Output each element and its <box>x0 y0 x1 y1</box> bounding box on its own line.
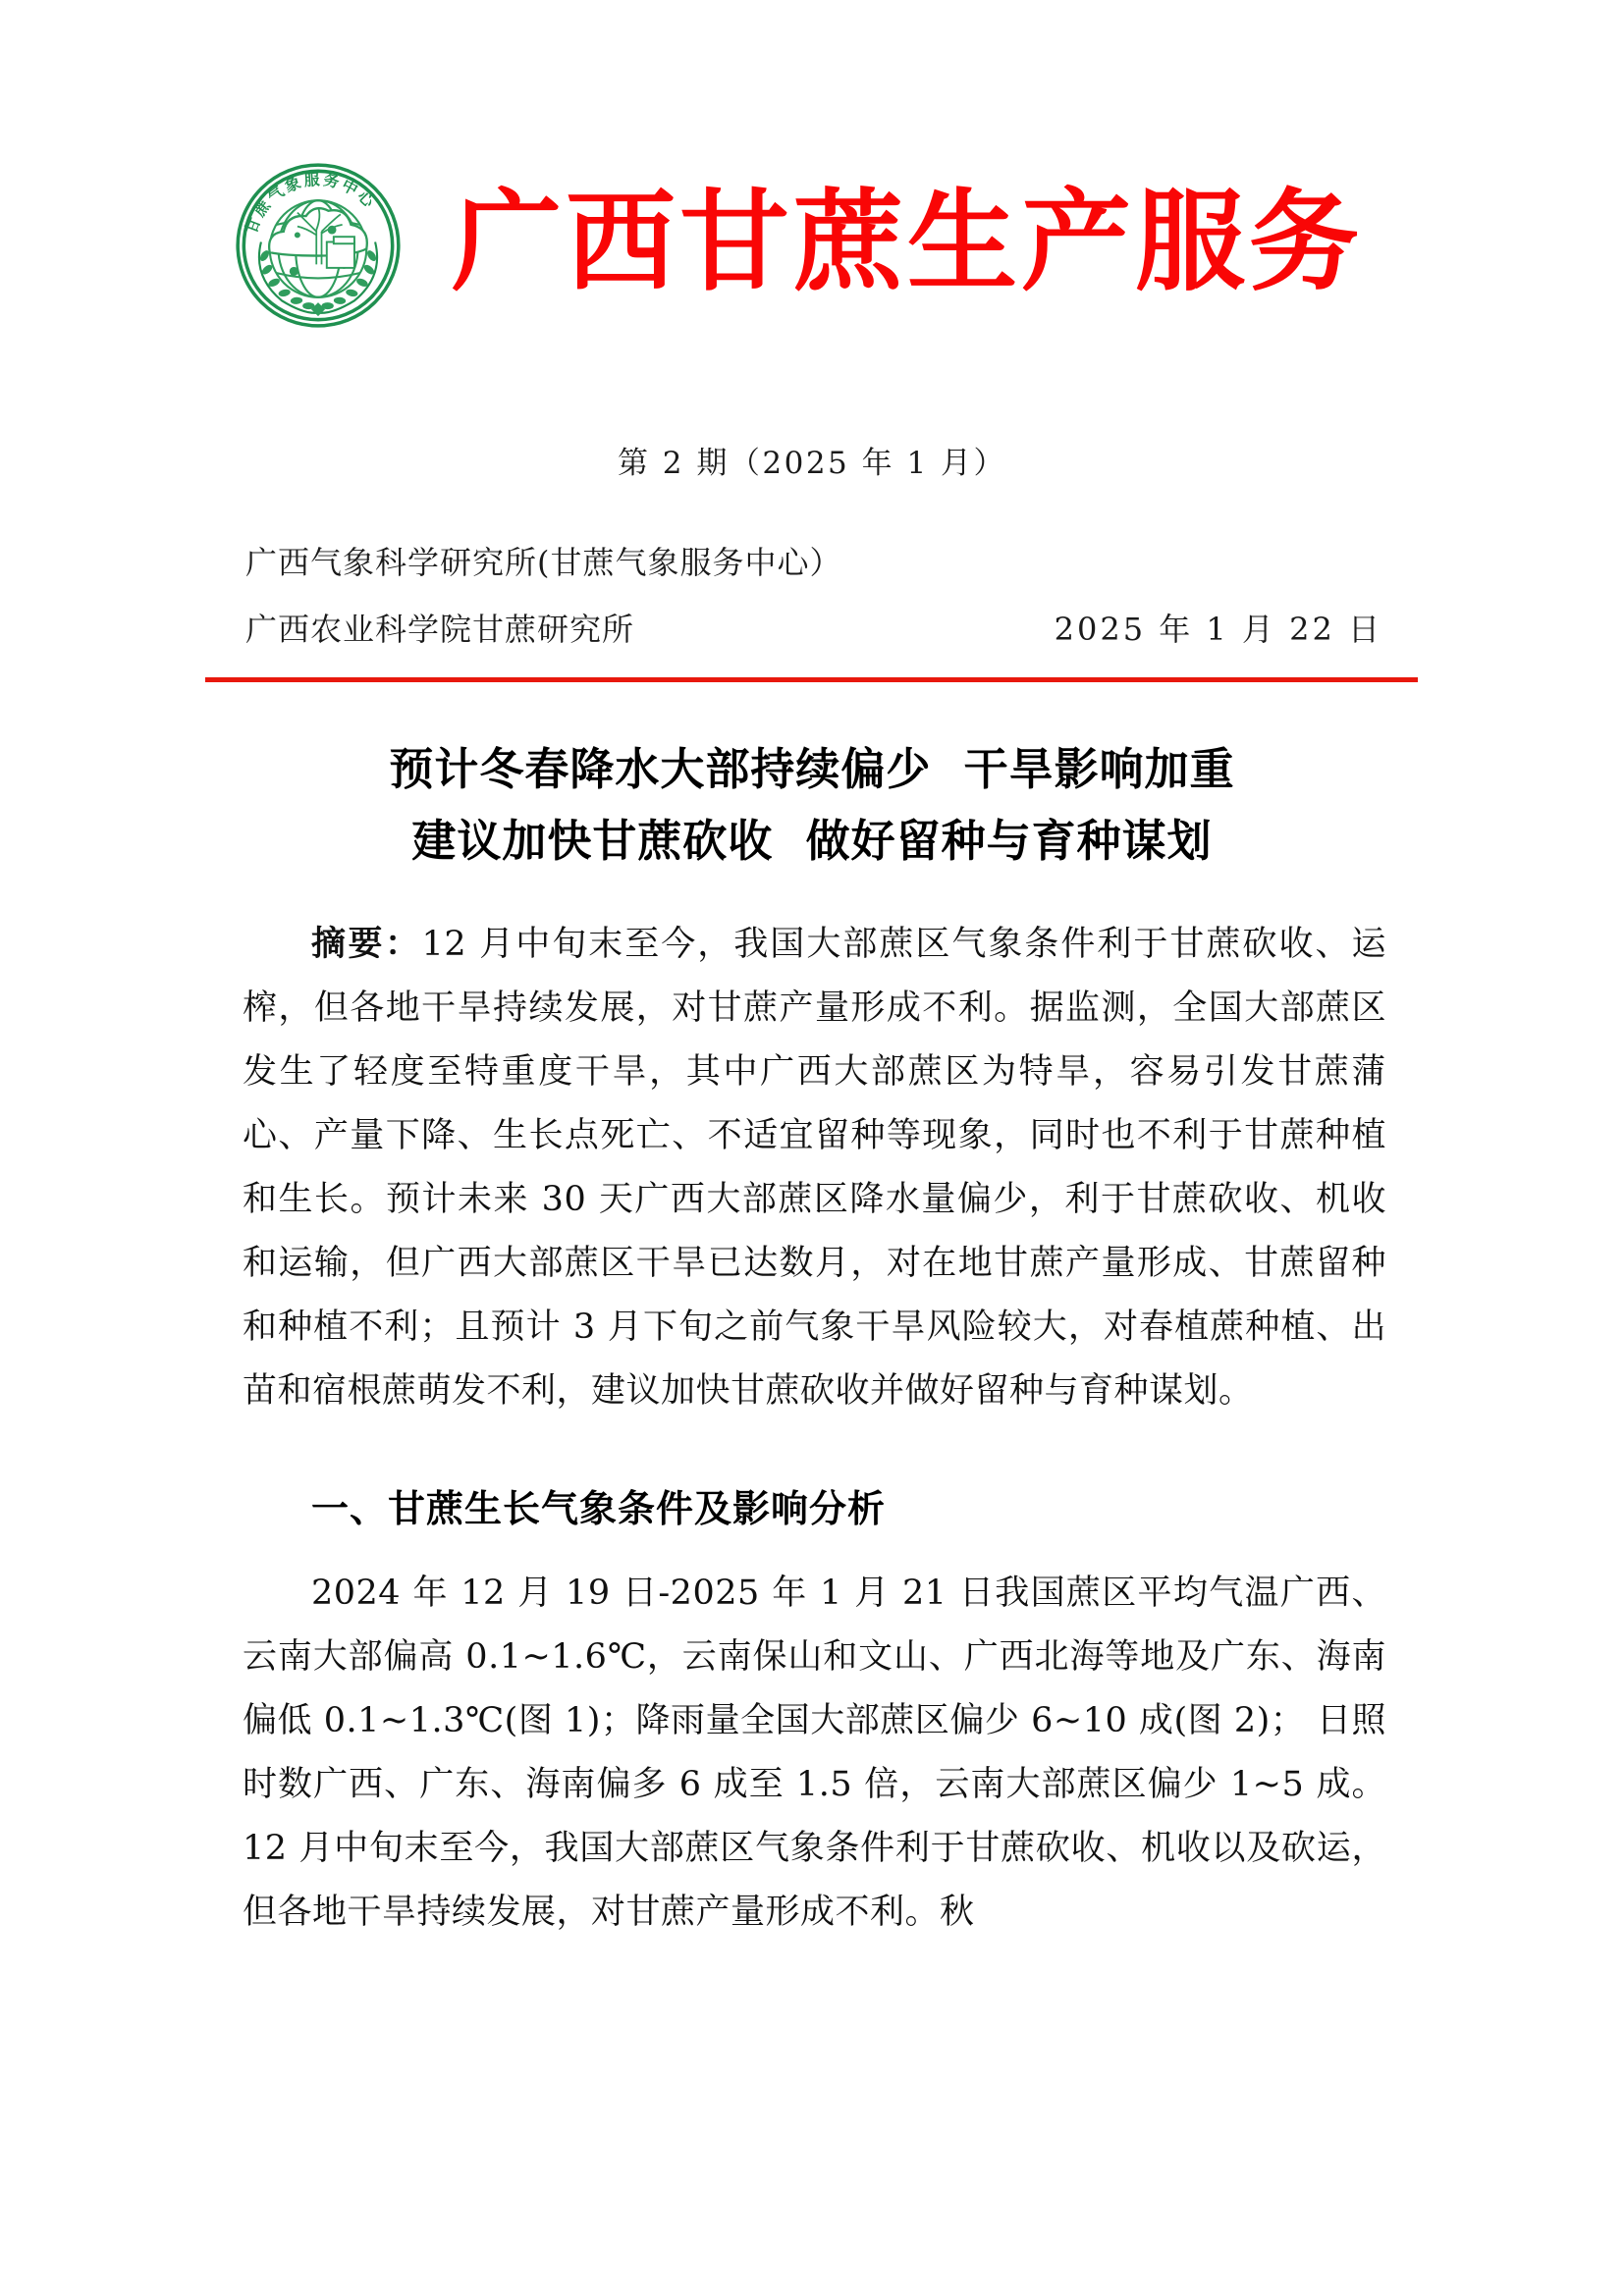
headline-line-2: 建议加快甘蔗砍收 做好留种与育种谋划 <box>411 814 1213 867</box>
headline-line-1: 预计冬春降水大部持续偏少 干旱影响加重 <box>389 743 1235 795</box>
organization-row-1 <box>245 538 1382 583</box>
organization-block <box>245 538 1382 671</box>
publication-date: 2025 年 1 月 22 日 <box>1054 611 1382 648</box>
svg-text:甘蔗气象服务中心: 甘蔗气象服务中心 <box>241 169 380 237</box>
organization-name-2: 广西农业科学院甘蔗研究所 <box>245 611 635 648</box>
abstract-paragraph <box>243 913 1386 1423</box>
masthead-title: 广西甘蔗生产服务 <box>452 178 1363 306</box>
section-heading-1: 一、甘蔗生长气象条件及影响分析 <box>311 1487 887 1530</box>
masthead <box>0 147 1624 344</box>
masthead-divider <box>205 677 1418 682</box>
sugarcane-meteorological-service-center-seal-icon <box>232 159 405 332</box>
issue-number-line: 第 2 期（2025 年 1 月） <box>617 446 1007 481</box>
abstract-text: 12 月中旬末至今，我国大部蔗区气象条件利于甘蔗砍收、运榨，但各地干旱持续发展，对甘蔗产量形成不利。据监测，全国大部蔗区发生了轻度至特重度干旱，其中广西大部蔗区为特旱，容易引发甘蔗蒲心、产量下降、生长点死亡、不适宜留种等现象，同时也不利于甘蔗种植和生长。预计未来 30 天广西大部蔗区降水量偏少，利于甘蔗砍收、机收和运输，但广西大部蔗区干旱已达数月，对在地甘蔗产量形成、甘蔗留种和种植不利；且预计 3 月下旬之前气象干旱风险较大，对春植蔗种植、出苗和宿根蔗萌发不利，建议加快甘蔗砍收并做好留种与育种谋划。 <box>243 925 1386 1411</box>
abstract-label: 摘要： <box>311 925 422 964</box>
document-body <box>243 913 1386 1945</box>
article-headline <box>0 734 1624 878</box>
section-1-paragraph: 2024 年 12 月 19 日-2025 年 1 月 21 日我国蔗区平均气温广西、云南大部偏高 0.1~1.6℃，云南保山和文山、广西北海等地及广东、海南偏低 0.1~1.3℃(图 1)；降雨量全国大部蔗区偏少 6~10 成(图 2)； 日照时数广西、广东、海南偏多 6 成至 1.5 倍，云南大部蔗区偏少 1~5 成。12 月中旬末至今，我国大部蔗区气象条件利于甘蔗砍收、机收以及砍运，但各地干旱持续发展，对甘蔗产量形成不利。秋 <box>243 1574 1386 1932</box>
organization-row-2 <box>245 605 1382 650</box>
organization-name-1: 广西气象科学研究所(甘蔗气象服务中心） <box>245 544 842 581</box>
